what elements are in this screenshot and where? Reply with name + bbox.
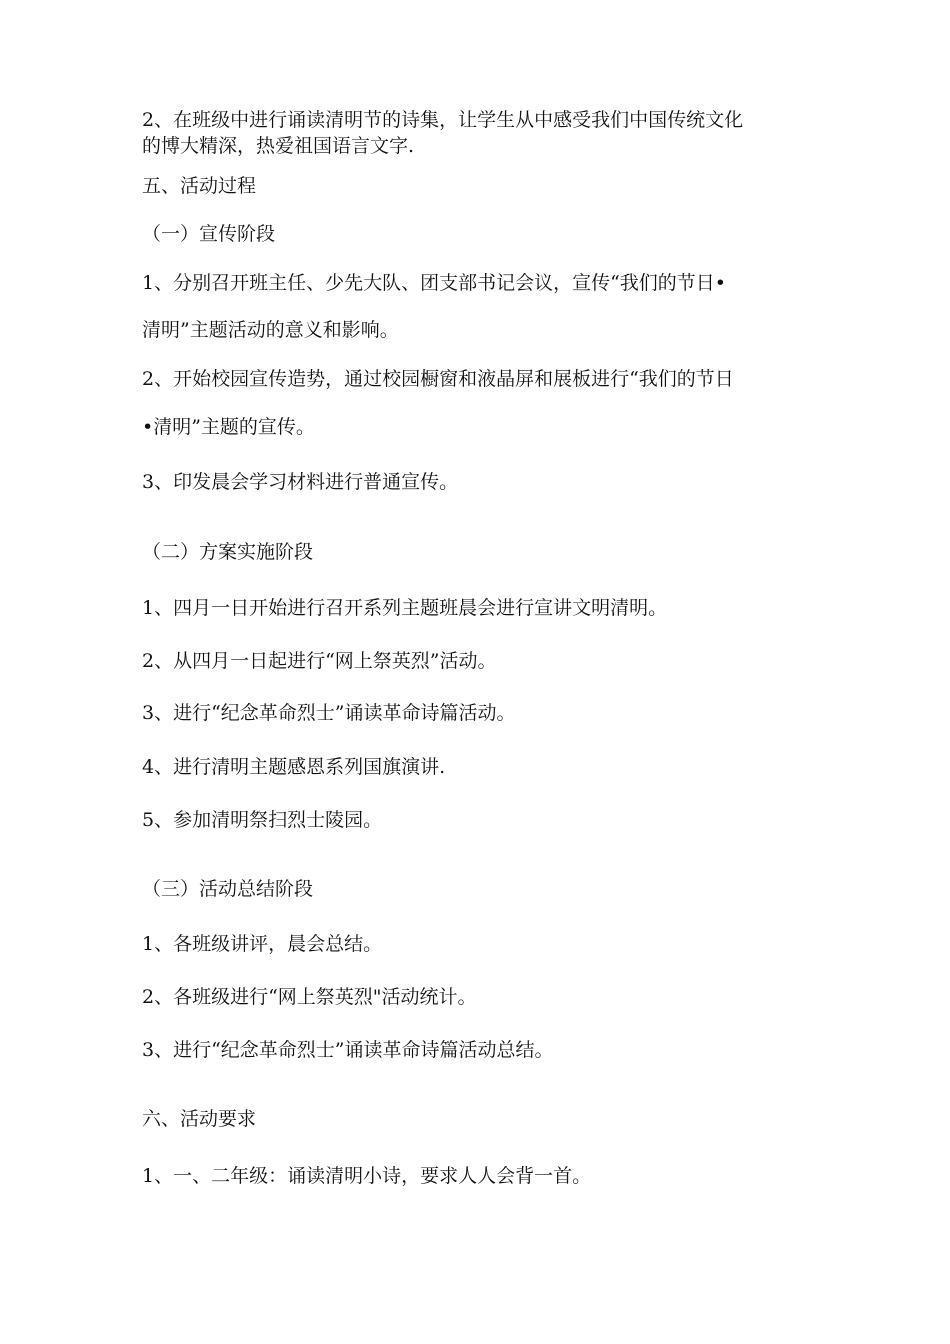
- list-item: 1、分别召开班主任、少先大队、团支部书记会议，宣传“我们的节日•: [142, 272, 727, 294]
- list-item-continuation: 清明”主题活动的意义和影响。: [142, 319, 399, 341]
- list-item: 3、印发晨会学习材料进行普通宣传。: [142, 471, 459, 493]
- list-item: 5、参加清明祭扫烈士陵园。: [142, 809, 383, 831]
- subsection-heading: （二）方案实施阶段: [142, 541, 314, 563]
- list-item: 2、各班级进行“网上祭英烈"活动统计。: [142, 986, 477, 1008]
- list-item-continuation: •清明”主题的宣传。: [142, 416, 315, 438]
- list-item: 4、进行清明主题感恩系列国旗演讲.: [142, 756, 446, 778]
- paragraph-line: 2、在班级中进行诵读清明节的诗集，让学生从中感受我们中国传统文化: [142, 109, 744, 131]
- list-item: 1、各班级讲评，晨会总结。: [142, 933, 383, 955]
- list-item: 2、开始校园宣传造势，通过校园橱窗和液晶屏和展板进行“我们的节日: [142, 368, 734, 390]
- section-heading: 六、活动要求: [142, 1108, 257, 1130]
- list-item: 3、进行“纪念革命烈士”诵读革命诗篇活动总结。: [142, 1039, 554, 1061]
- subsection-heading: （一）宣传阶段: [142, 223, 276, 245]
- list-item: 1、一、二年级：诵读清明小诗，要求人人会背一首。: [142, 1165, 592, 1187]
- subsection-heading: （三）活动总结阶段: [142, 878, 314, 900]
- list-item: 2、从四月一日起进行“网上祭英烈”活动。: [142, 650, 497, 672]
- paragraph-line: 的博大精深，热爱祖国语言文字.: [142, 135, 415, 157]
- list-item: 1、四月一日开始进行召开系列主题班晨会进行宣讲文明清明。: [142, 597, 668, 619]
- section-heading: 五、活动过程: [142, 175, 257, 197]
- list-item: 3、进行“纪念革命烈士”诵读革命诗篇活动。: [142, 702, 516, 724]
